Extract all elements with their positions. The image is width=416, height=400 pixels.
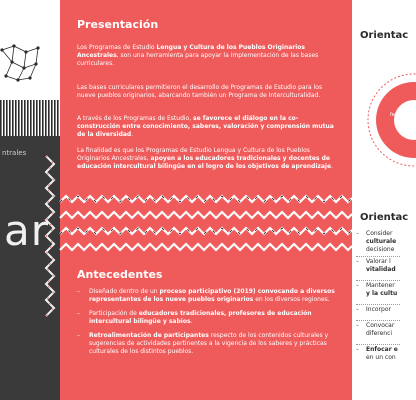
divider	[356, 256, 400, 257]
antecedentes-title: Antecedentes	[77, 268, 163, 281]
orientaciones-list	[356, 230, 416, 366]
orientaciones-title-2: Orientac	[360, 212, 409, 223]
list-item: – Mantener y la cultu	[356, 282, 398, 297]
middle-panel	[60, 0, 352, 400]
presentacion-title: Presentación	[77, 18, 159, 31]
striped-band-icon	[0, 100, 60, 136]
list-item: – Participación de educadores tradicionales, profesores de educación intercultural bilingüe y sabios.	[77, 310, 312, 325]
divider	[356, 320, 400, 321]
divider	[356, 344, 400, 345]
list-item: – Diseñado dentro de un proceso participativo (2019) convocando a diversos representantes de los nueve pueblos originarios en los diversos regiones.	[77, 288, 335, 303]
network-graphic-icon	[0, 40, 44, 86]
divider	[356, 304, 400, 305]
list-item: – Consider culturale decisione	[356, 230, 397, 253]
dark-text-fragment: ntrales	[2, 149, 27, 157]
dark-block	[0, 136, 60, 400]
presentacion-paragraph-1: Los Programas de Estudio Lengua y Cultura de los Pueblos Originarios Ancestrales, son una herramienta para apoyar la implementación de las bases curriculares.	[77, 44, 319, 67]
list-item: – Retroalimentación de participantes respecto de los contenidos culturales y sugerencias de actividades pertinentes a la vigencia de los saberes y prácticas culturales de los distintos pueblos.	[77, 332, 329, 355]
list-item: – Valorar l vitalidad	[356, 258, 396, 273]
right-panel	[352, 0, 409, 400]
zigzag-band-icon	[60, 194, 352, 256]
left-panel	[0, 0, 60, 400]
presentacion-paragraph-3: A través de los Programas de Estudio, se favorece el diálogo en la co-construcción entre conocimiento, saberes, valoración y comprensión mutua de la diversidad.	[77, 115, 334, 138]
donut-text-fragment: fe	[390, 112, 395, 118]
list-item: – Enfocar e en un con	[356, 346, 398, 361]
presentacion-paragraph-2: Las bases curriculares permitieron el desarrollo de Programas de Estudio para los nueve pueblos originarios, abarcando también un Programa de Interculturalidad.	[77, 84, 323, 99]
presentacion-paragraph-4: La finalidad es que los Programas de Estudio Lengua y Cultura de los Pueblos Originarios Ancestrales, apoyen a los educadores tradicionales y docentes de educación intercultural bilingüe en el logro de los objetivos de aprendizaje.	[77, 147, 333, 170]
divider	[356, 280, 400, 281]
orientaciones-title-1: Orientac	[360, 30, 409, 41]
antecedentes-list	[77, 288, 335, 362]
list-item: – Convocar diferenci	[356, 322, 395, 337]
list-item: – Incorpor	[356, 306, 391, 313]
big-title-fragment: ar	[4, 206, 50, 255]
donut-graphic-icon	[352, 60, 400, 180]
